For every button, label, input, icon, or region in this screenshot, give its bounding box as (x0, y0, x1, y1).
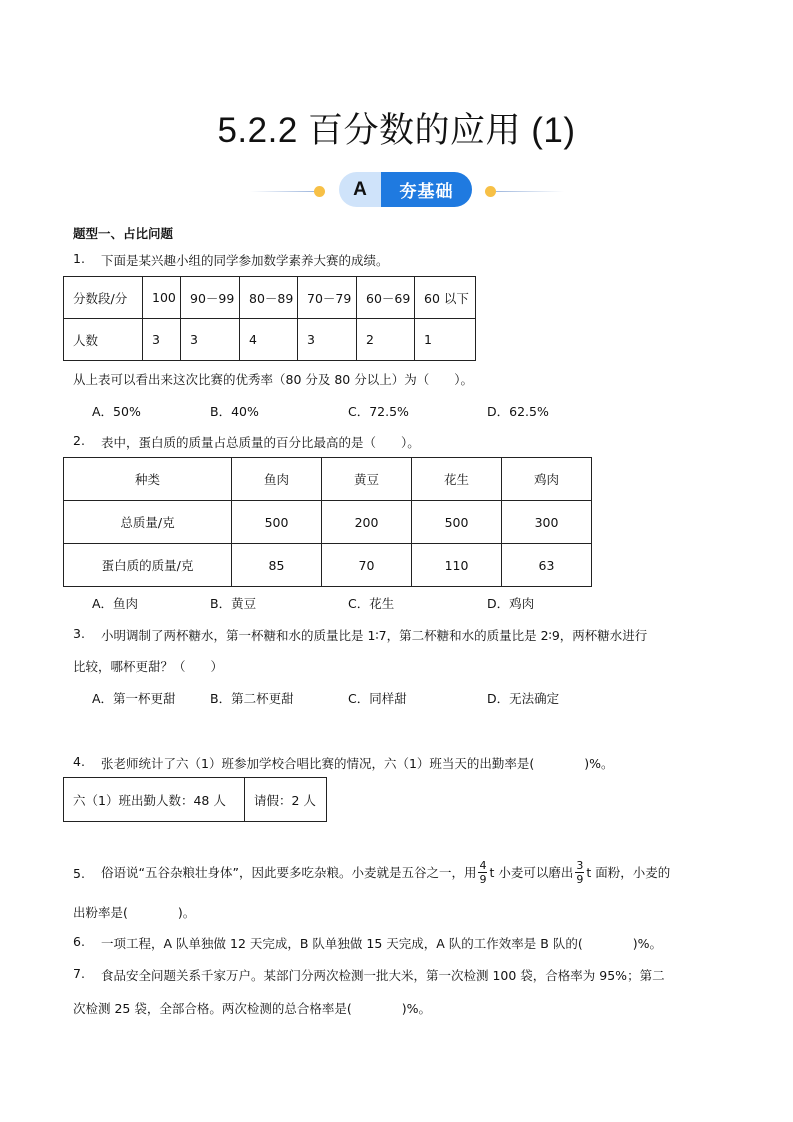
table-cell: 60－69 (357, 277, 415, 319)
table-cell: 100 (143, 277, 181, 319)
q5-line2: 出粉率是( )。 (73, 905, 196, 920)
table-cell: 70－79 (298, 277, 357, 319)
q2-option-d: D．鸡肉 (487, 596, 535, 611)
q1-question: 从上表可以看出来这次比赛的优秀率（80 分及 80 分以上）为（ ）。 (73, 372, 473, 387)
table-cell: 80－89 (240, 277, 298, 319)
section-badge (339, 172, 472, 207)
fraction-denominator: 9 (576, 872, 584, 886)
table-cell: 六（1）班出勤人数：48 人 (64, 778, 245, 822)
q1-option-b: B．40% (210, 404, 259, 419)
table-cell: 500 (232, 501, 322, 544)
q5-line1 (101, 856, 670, 888)
table-cell: 花生 (412, 458, 502, 501)
fraction-numerator: 3 (576, 858, 584, 872)
q3-option-b: B．第二杯更甜 (210, 691, 294, 706)
table-cell: 鸡肉 (502, 458, 592, 501)
page-title: 5.2.2 百分数的应用 (1) (217, 111, 576, 150)
q5-part3: t 面粉，小麦的 (586, 865, 671, 880)
table-cell: 300 (502, 501, 592, 544)
table-cell: 种类 (64, 458, 232, 501)
q3-option-c: C．同样甜 (348, 691, 407, 706)
table-cell: 2 (357, 319, 415, 361)
q2-text: 表中，蛋白质的质量占总质量的百分比最高的是（ ）。 (101, 435, 420, 450)
q3-number: 3. (73, 626, 85, 641)
q5-number: 5. (73, 866, 85, 881)
table-cell: 90－99 (181, 277, 240, 319)
badge-line-left (250, 191, 314, 192)
q3-line1: 小明调制了两杯糖水，第一杯糖和水的质量比是 1∶7，第二杯糖和水的质量比是 2∶9，两杯糖水进行 (101, 628, 648, 643)
table-cell: 人数 (64, 319, 143, 361)
q1-option-a: A．50% (92, 404, 141, 419)
table-cell: 60 以下 (415, 277, 476, 319)
fraction-numerator: 4 (479, 858, 487, 872)
q5-part2: t 小麦可以磨出 (489, 865, 574, 880)
table-cell: 4 (240, 319, 298, 361)
badge-text: 夯基础 (381, 172, 472, 207)
q1-number: 1. (73, 251, 85, 266)
table-cell: 200 (322, 501, 412, 544)
q1-score-table (63, 276, 476, 361)
table-cell: 黄豆 (322, 458, 412, 501)
q1-option-d: D．62.5% (487, 404, 549, 419)
table-cell: 3 (181, 319, 240, 361)
q2-option-a: A．鱼肉 (92, 596, 139, 611)
table-cell: 3 (298, 319, 357, 361)
table-cell: 分数段/分 (64, 277, 143, 319)
q2-option-b: B．黄豆 (210, 596, 257, 611)
q4-text: 张老师统计了六（1）班参加学校合唱比赛的情况，六（1）班当天的出勤率是( )%。 (101, 756, 614, 771)
q2-protein-table (63, 457, 592, 587)
fraction-denominator: 9 (479, 872, 487, 886)
table-cell: 85 (232, 544, 322, 587)
q7-line2: 次检测 25 袋，全部合格。两次检测的总合格率是( )%。 (73, 1001, 431, 1016)
q1-option-c: C．72.5% (348, 404, 409, 419)
badge-letter: A (339, 172, 381, 207)
q3-line2: 比较，哪杯更甜？（ ） (73, 659, 224, 674)
table-cell: 3 (143, 319, 181, 361)
table-cell: 70 (322, 544, 412, 587)
q4-number: 4. (73, 754, 85, 769)
table-row (64, 277, 476, 319)
table-row (64, 544, 592, 587)
badge-dot-left (314, 186, 325, 197)
table-row (64, 458, 592, 501)
table-row (64, 319, 476, 361)
table-cell: 鱼肉 (232, 458, 322, 501)
fraction-4-9 (478, 859, 487, 886)
q1-text: 下面是某兴趣小组的同学参加数学素养大赛的成绩。 (101, 253, 389, 268)
q2-number: 2. (73, 433, 85, 448)
table-row (64, 501, 592, 544)
q4-attendance-table (63, 777, 327, 822)
table-row (64, 778, 327, 822)
q7-number: 7. (73, 966, 85, 981)
table-cell: 1 (415, 319, 476, 361)
table-cell: 蛋白质的质量/克 (64, 544, 232, 587)
fraction-3-9 (575, 859, 584, 886)
q5-part1: 俗语说“五谷杂粮壮身体”，因此要多吃杂粮。小麦就是五谷之一，用 (101, 865, 477, 880)
table-cell: 请假：2 人 (245, 778, 327, 822)
section-heading: 题型一、占比问题 (73, 226, 174, 241)
table-cell: 110 (412, 544, 502, 587)
badge-dot-right (485, 186, 496, 197)
q7-line1: 食品安全问题关系千家万户。某部门分两次检测一批大米，第一次检测 100 袋，合格率为 95%；第二 (101, 968, 665, 983)
q3-option-d: D．无法确定 (487, 691, 560, 706)
q3-option-a: A．第一杯更甜 (92, 691, 176, 706)
table-cell: 63 (502, 544, 592, 587)
table-cell: 500 (412, 501, 502, 544)
q2-option-c: C．花生 (348, 596, 395, 611)
badge-line-right (496, 191, 564, 192)
q6-text: 一项工程，A 队单独做 12 天完成，B 队单独做 15 天完成，A 队的工作效率是 B 队的( )%。 (101, 936, 662, 951)
table-cell: 总质量/克 (64, 501, 232, 544)
q6-number: 6. (73, 934, 85, 949)
